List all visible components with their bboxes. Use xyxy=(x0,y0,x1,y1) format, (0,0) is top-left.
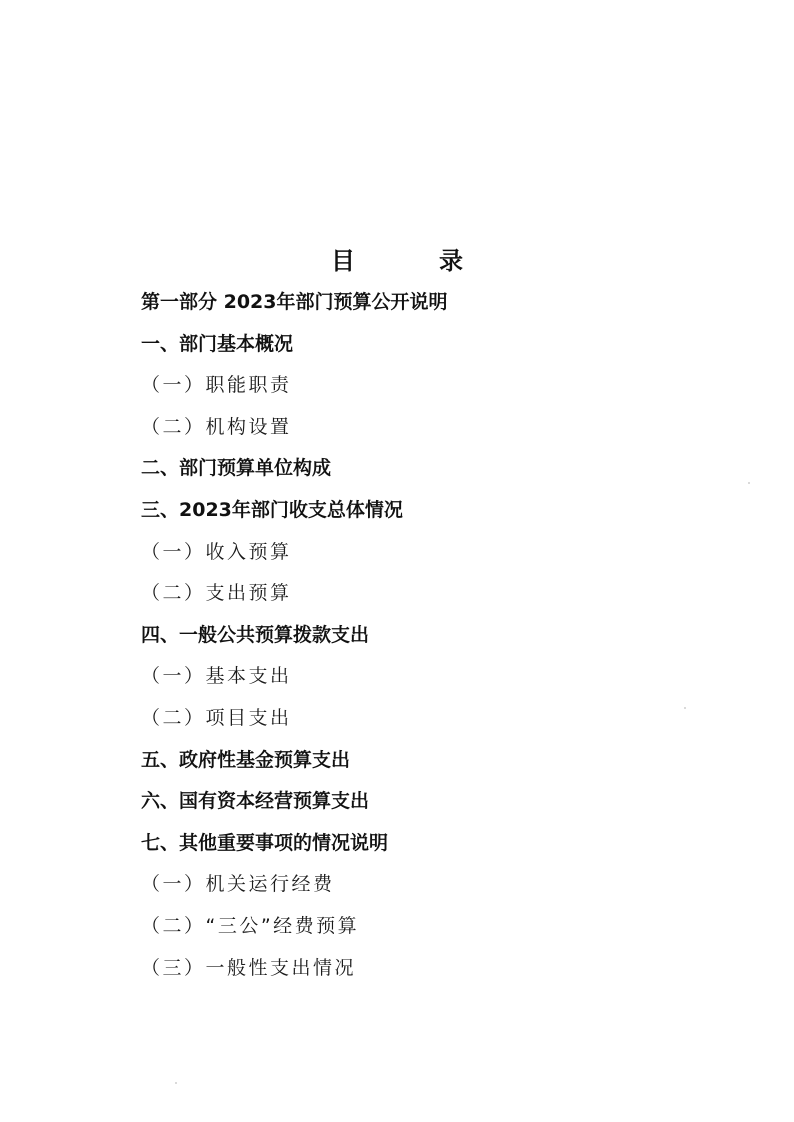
toc-heading-section-6: 六、国有资本经营预算支出 xyxy=(141,790,370,813)
scan-speck xyxy=(748,482,750,484)
toc-heading-section-2: 二、部门预算单位构成 xyxy=(141,457,332,480)
toc-subitem: （二）“三公”经费预算 xyxy=(141,914,360,937)
scan-speck xyxy=(684,707,686,709)
toc-heading-section-3: 三、2023年部门收支总体情况 xyxy=(141,498,403,521)
toc-subitem: （一）职能职责 xyxy=(141,374,292,397)
toc-title: 目 录 xyxy=(331,247,493,275)
toc-heading-section-1: 一、部门基本概况 xyxy=(141,332,294,355)
toc-subitem: （二）机构设置 xyxy=(141,415,292,438)
scan-speck xyxy=(175,1082,177,1084)
toc-subitem: （一）机关运行经费 xyxy=(141,873,335,896)
toc-heading-section-4: 四、一般公共预算拨款支出 xyxy=(141,623,370,646)
toc-subitem: （二）项目支出 xyxy=(141,706,292,729)
toc-subitem: （一）收入预算 xyxy=(141,540,292,563)
toc-list xyxy=(141,282,741,989)
toc-subitem: （三）一般性支出情况 xyxy=(141,956,357,979)
toc-subitem: （一）基本支出 xyxy=(141,665,292,688)
toc-heading-section-5: 五、政府性基金预算支出 xyxy=(141,748,351,771)
toc-subitem: （二）支出预算 xyxy=(141,582,292,605)
toc-heading-section-7: 七、其他重要事项的情况说明 xyxy=(141,831,389,854)
toc-heading-part-one: 第一部分 2023年部门预算公开说明 xyxy=(141,291,448,313)
